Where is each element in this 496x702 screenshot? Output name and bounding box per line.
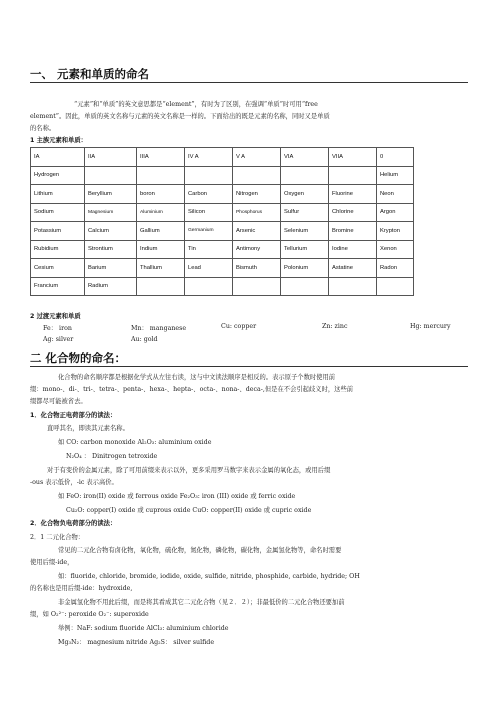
element-cell	[185, 277, 233, 296]
positive-example-3: 如 FeO: iron(II) oxide 或 ferrous oxide Fe₂O₃: iron (III) oxide 或 ferric oxide	[58, 493, 296, 500]
transition-zn: Zn: zinc	[322, 323, 348, 330]
table-row	[31, 277, 414, 296]
element-cell: Carbon	[185, 185, 233, 204]
group-header-cell: IIA	[85, 148, 137, 167]
element-cell: Barium	[85, 259, 137, 278]
negative-line6: 缀，如 O₂²⁻: peroxide O₂⁻: superoxide	[30, 611, 149, 618]
element-cell	[137, 166, 185, 185]
element-cell: Fluorine	[329, 185, 377, 204]
compound-intro-line1: 化合物的命名顺序都是根据化学式从左往右读，这与中文读法顺序是相反的。表示原子个数时使用前	[58, 374, 336, 381]
element-cell	[281, 277, 329, 296]
element-cell: Calcium	[85, 222, 137, 241]
element-cell: Cesium	[31, 259, 85, 278]
element-cell: Potassium	[31, 222, 85, 241]
main-group-heading: 1 主族元素和单质：	[30, 137, 87, 144]
element-cell: Argon	[377, 203, 414, 222]
table-header-row	[31, 148, 414, 167]
element-cell	[85, 166, 137, 185]
element-cell: Tellurium	[281, 240, 329, 259]
element-cell: Hydrogen	[31, 166, 85, 185]
element-cell: Bromine	[329, 222, 377, 241]
group-header-cell: 0	[377, 148, 414, 167]
element-cell: Radium	[85, 277, 137, 296]
element-cell: Thallium	[137, 259, 185, 278]
intro-line3: 的名称。	[30, 125, 56, 132]
table-row	[31, 185, 414, 204]
section2-title: 二 化合物的命名：	[30, 351, 127, 365]
table-row	[31, 222, 414, 241]
table-row	[31, 259, 414, 278]
negative-line2: 使用后缀-ide，	[30, 559, 74, 566]
element-cell: Iodine	[329, 240, 377, 259]
table-row	[31, 203, 414, 222]
element-cell	[233, 166, 281, 185]
group-header-cell: VIA	[281, 148, 329, 167]
element-cell: Aluminium	[137, 203, 185, 222]
element-cell: Magnesium	[85, 203, 137, 222]
element-cell: Radon	[377, 259, 414, 278]
transition-cu: Cu: copper	[221, 323, 257, 330]
element-cell: Francium	[31, 277, 85, 296]
element-cell: Germanium	[185, 222, 233, 241]
transition-ag: Ag: silver	[43, 336, 74, 343]
element-cell: Bismuth	[233, 259, 281, 278]
element-cell: Oxygen	[281, 185, 329, 204]
element-cell: Selenium	[281, 222, 329, 241]
table-row	[31, 240, 414, 259]
element-cell: Tin	[185, 240, 233, 259]
group-header-cell: IA	[31, 148, 85, 167]
transition-heading: 2 过渡元素和单质	[30, 313, 81, 320]
element-cell: Lithium	[31, 185, 85, 204]
element-cell	[377, 277, 414, 296]
element-cell: Lead	[185, 259, 233, 278]
element-cell: Silicon	[185, 203, 233, 222]
positive-part-heading: 1．化合物正电荷部分的读法：	[30, 412, 117, 419]
element-cell	[185, 166, 233, 185]
element-cell: Krypton	[377, 222, 414, 241]
transition-mn: Mn： manganese	[131, 325, 187, 332]
compound-intro-line2: 缀：mono-、di-、tri-、tetra-、penta-、hexa-、hepta-、octa-、nona-、deca-,但是在不会引起歧义时，这些前	[30, 386, 354, 393]
element-cell: Helium	[377, 166, 414, 185]
element-cell: Sodium	[31, 203, 85, 222]
positive-line2: -ous 表示低价，-ic 表示高价。	[30, 479, 118, 486]
element-cell	[233, 277, 281, 296]
section1-title: 一、 元素和单质的命名	[30, 67, 150, 81]
positive-rule: 直呼其名，即读其元素名称。	[47, 425, 129, 432]
positive-example-4: Cu₂O: copper(I) oxide 或 cuprous oxide CuO: copper(II) oxide 或 cupric oxide	[66, 507, 312, 514]
element-cell: boron	[137, 185, 185, 204]
section2-rule	[30, 366, 468, 367]
element-cell: Sulfur	[281, 203, 329, 222]
negative-example-1: 举例：NaF: sodium fluoride AlCl₃: aluminium chloride	[58, 625, 229, 632]
transition-au: Au: gold	[131, 336, 158, 343]
positive-example-2: N₂O₄ ： Dinitrogen tetroxide	[66, 453, 158, 460]
element-cell	[137, 277, 185, 296]
element-cell: Polonium	[281, 259, 329, 278]
element-cell	[281, 166, 329, 185]
negative-line1: 常见的二元化合物有卤化物，氧化物，硫化物，氮化物，磷化物，碳化物，金属氢化物等，命名时需要	[58, 547, 342, 554]
element-cell	[329, 166, 377, 185]
group-header-cell: IV A	[185, 148, 233, 167]
group-header-cell: VIIA	[329, 148, 377, 167]
transition-hg: Hg: mercury	[410, 323, 451, 330]
element-cell: Nitrogen	[233, 185, 281, 204]
element-cell: Antimony	[233, 240, 281, 259]
negative-part-heading: 2．化合物负电荷部分的读法：	[30, 520, 117, 527]
section1-rule	[30, 82, 468, 83]
intro-line2: element”。因此，单质的英文名称与元素的英文名称是一样的。下面给出的既是元素的名称，同时又是单质	[30, 113, 330, 120]
negative-line3: 如：fluoride, chloride, bromide, iodide, oxide, sulfide, nitride, phosphide, carbide, hydride; OH	[58, 573, 360, 580]
element-cell: Arsenic	[233, 222, 281, 241]
negative-example-2: Mg₃N₂： magnesium nitride Ag₂S： silver sulfide	[58, 639, 215, 646]
element-cell: Neon	[377, 185, 414, 204]
element-cell: Rubidium	[31, 240, 85, 259]
positive-example-1: 如 CO: carbon monoxide Al₂O₃: aluminium oxide	[58, 439, 212, 446]
positive-line1: 对于有变价的金属元素，除了可用前缀来表示以外，更多采用罗马数字来表示金属的氧化态，或用后缀	[47, 467, 331, 474]
group-header-cell: IIIA	[137, 148, 185, 167]
element-cell: Indium	[137, 240, 185, 259]
negative-line4: 的名称也是用后缀-ide：hydroxide,	[30, 585, 133, 592]
element-cell: Strontium	[85, 240, 137, 259]
periodic-table	[30, 147, 414, 296]
group-header-cell: V A	[233, 148, 281, 167]
binary-compound-heading: 2．1 二元化合物：	[30, 534, 85, 541]
element-cell	[329, 277, 377, 296]
element-cell: Beryllium	[85, 185, 137, 204]
negative-line5: 非金属氢化物不用此后缀，而是将其看成其它二元化合物（见２．２）；非最低价的二元化合物还要加前	[58, 599, 345, 606]
element-cell: Xenon	[377, 240, 414, 259]
element-cell: Gallium	[137, 222, 185, 241]
intro-line1: “元素”和“单质”的英文意思都是“element”，有时为了区别，在强调“单质”时可用“free	[74, 101, 318, 108]
element-cell: Phosphorus	[233, 203, 281, 222]
compound-intro-line3: 缀都尽可能被省去。	[30, 398, 87, 405]
element-cell: Astatine	[329, 259, 377, 278]
element-cell: Chlorine	[329, 203, 377, 222]
table-row	[31, 166, 414, 185]
transition-fe: Fe： iron	[43, 325, 72, 332]
